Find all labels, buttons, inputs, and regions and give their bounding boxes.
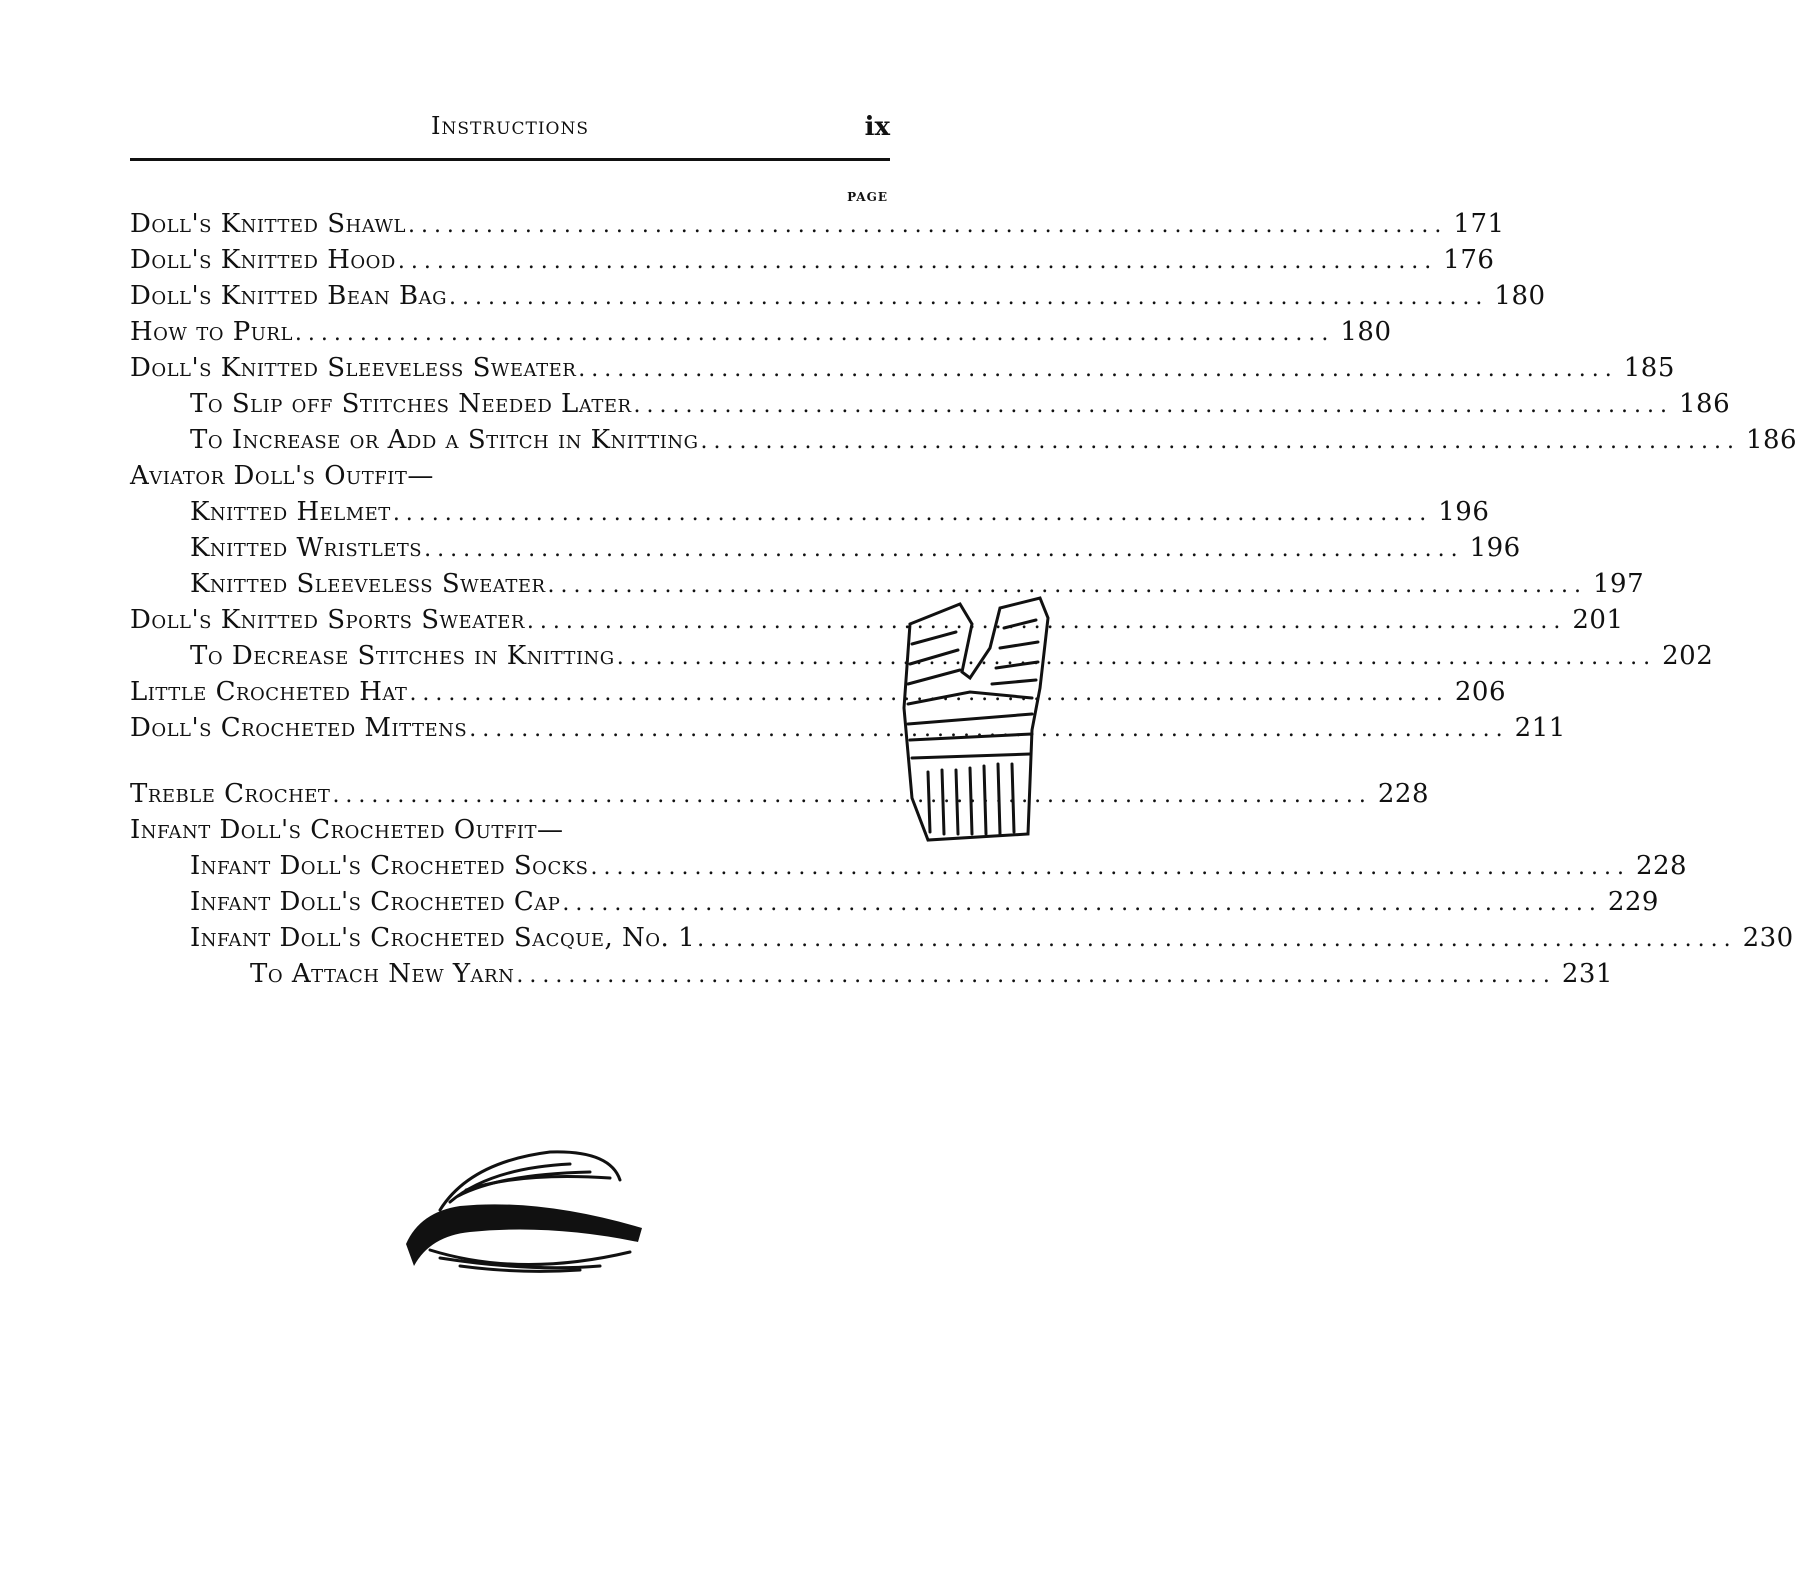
- running-header: [130, 112, 890, 150]
- toc-entry-title: To Decrease Stitches in Knitting: [190, 641, 615, 671]
- toc-entry-page: 206: [1454, 677, 1507, 707]
- toc-entry: [130, 425, 1797, 461]
- toc-entry-page: 186: [1745, 425, 1797, 455]
- page-number: ix: [864, 112, 890, 142]
- dot-leader: ................................................................................: [590, 855, 1630, 880]
- toc-entry: [130, 713, 1566, 749]
- toc-entry-page: 186: [1678, 389, 1731, 419]
- toc-entry-title: Knitted Wristlets: [190, 533, 423, 563]
- toc-entry: [130, 641, 1714, 677]
- running-title: Instructions: [431, 112, 589, 140]
- toc-entry: [130, 569, 1645, 605]
- toc-entry-page: 185: [1623, 353, 1675, 383]
- toc-entry-title: Infant Doll's Crocheted Sacque, No. 1: [190, 923, 696, 953]
- toc-entry-page: 202: [1662, 641, 1714, 671]
- toc-entry-page: 211: [1514, 713, 1566, 743]
- toc-entry: [130, 959, 1613, 995]
- table-of-contents: [130, 209, 1797, 995]
- dot-leader: ................................................................................: [424, 537, 1464, 562]
- dot-leader: ................................................................................: [469, 717, 1509, 742]
- dot-leader: ................................................................................: [407, 213, 1448, 238]
- header-rule: [130, 158, 890, 161]
- toc-entry-page: 201: [1572, 605, 1624, 635]
- toc-entry: [130, 815, 890, 851]
- toc-entry: [130, 605, 1624, 641]
- toc-entry-page: 176: [1443, 245, 1495, 275]
- toc-entry-page: 171: [1453, 209, 1505, 239]
- toc-entry-page: 180: [1340, 317, 1392, 347]
- hat-illustration: [400, 1140, 650, 1280]
- toc-entry-page: 228: [1377, 779, 1430, 809]
- dot-leader: ................................................................................: [562, 891, 1602, 916]
- dot-leader: ................................................................................: [578, 357, 1618, 382]
- toc-entry-title: Doll's Knitted Hood: [130, 245, 396, 275]
- dot-leader: ................................................................................: [547, 573, 1587, 598]
- dot-leader: ................................................................................: [397, 249, 1438, 274]
- toc-entry-title: Doll's Crocheted Mittens: [130, 713, 468, 743]
- toc-entry-page: 197: [1592, 569, 1645, 599]
- toc-entry: [130, 281, 1546, 317]
- toc-entry-title: How to Purl: [130, 317, 293, 347]
- toc-entry-title: To Increase or Add a Stitch in Knitting: [190, 425, 699, 455]
- sweater-illustration: [900, 588, 1050, 842]
- dot-leader: ................................................................................: [516, 963, 1556, 988]
- dot-leader: ................................................................................: [409, 681, 1449, 706]
- toc-entry-page: 228: [1635, 851, 1688, 881]
- toc-entry-page: 231: [1561, 959, 1613, 989]
- toc-entry-title: To Attach New Yarn: [250, 959, 515, 989]
- toc-entry: [130, 923, 1794, 959]
- toc-entry-page: 229: [1607, 887, 1659, 917]
- toc-entry: [130, 851, 1688, 887]
- toc-entry-title: Treble Crochet: [130, 779, 331, 809]
- toc-entry-title: Doll's Knitted Bean Bag: [130, 281, 447, 311]
- toc-entry: [130, 497, 1490, 533]
- toc-entry: [130, 779, 1430, 815]
- toc-entry: [130, 887, 1659, 923]
- toc-entry: [130, 245, 1495, 281]
- dot-leader: ................................................................................: [332, 783, 1372, 808]
- toc-entry: [130, 389, 1731, 425]
- toc-entry: [130, 353, 1675, 389]
- toc-entry-page: 196: [1469, 533, 1521, 563]
- toc-entry-title: Doll's Knitted Sleeveless Sweater: [130, 353, 577, 383]
- toc-entry-title: To Slip off Stitches Needed Later: [190, 389, 632, 419]
- dot-leader: ................................................................................: [616, 645, 1657, 670]
- toc-entry-page: 196: [1438, 497, 1490, 527]
- dot-leader: ................................................................................: [392, 501, 1433, 526]
- toc-entry-title: Infant Doll's Crocheted Socks: [190, 851, 589, 881]
- toc-entry-title: Infant Doll's Crocheted Outfit—: [130, 815, 564, 845]
- toc-entry: [130, 317, 1392, 353]
- toc-entry-title: Knitted Helmet: [190, 497, 391, 527]
- toc-entry-title: Doll's Knitted Shawl: [130, 209, 406, 239]
- toc-entry: [130, 209, 1505, 245]
- dot-leader: ................................................................................: [448, 285, 1489, 310]
- toc-entry-title: Infant Doll's Crocheted Cap: [190, 887, 561, 917]
- toc-entry-page: 180: [1494, 281, 1546, 311]
- toc-entry-page: 230: [1742, 923, 1794, 953]
- dot-leader: ................................................................................: [700, 429, 1740, 454]
- toc-entry-title: Aviator Doll's Outfit—: [130, 461, 434, 491]
- dot-leader: ................................................................................: [633, 393, 1673, 418]
- toc-entry: [130, 677, 1507, 713]
- page-column-label: PAGE: [847, 190, 888, 204]
- toc-entry: [130, 461, 890, 497]
- dot-leader: ................................................................................: [697, 927, 1737, 952]
- toc-entry-title: Knitted Sleeveless Sweater: [190, 569, 546, 599]
- dot-leader: ................................................................................: [294, 321, 1335, 346]
- toc-entry-title: Little Crocheted Hat: [130, 677, 408, 707]
- dot-leader: ................................................................................: [526, 609, 1567, 634]
- toc-entry: [130, 533, 1521, 569]
- toc-entry-title: Doll's Knitted Sports Sweater: [130, 605, 525, 635]
